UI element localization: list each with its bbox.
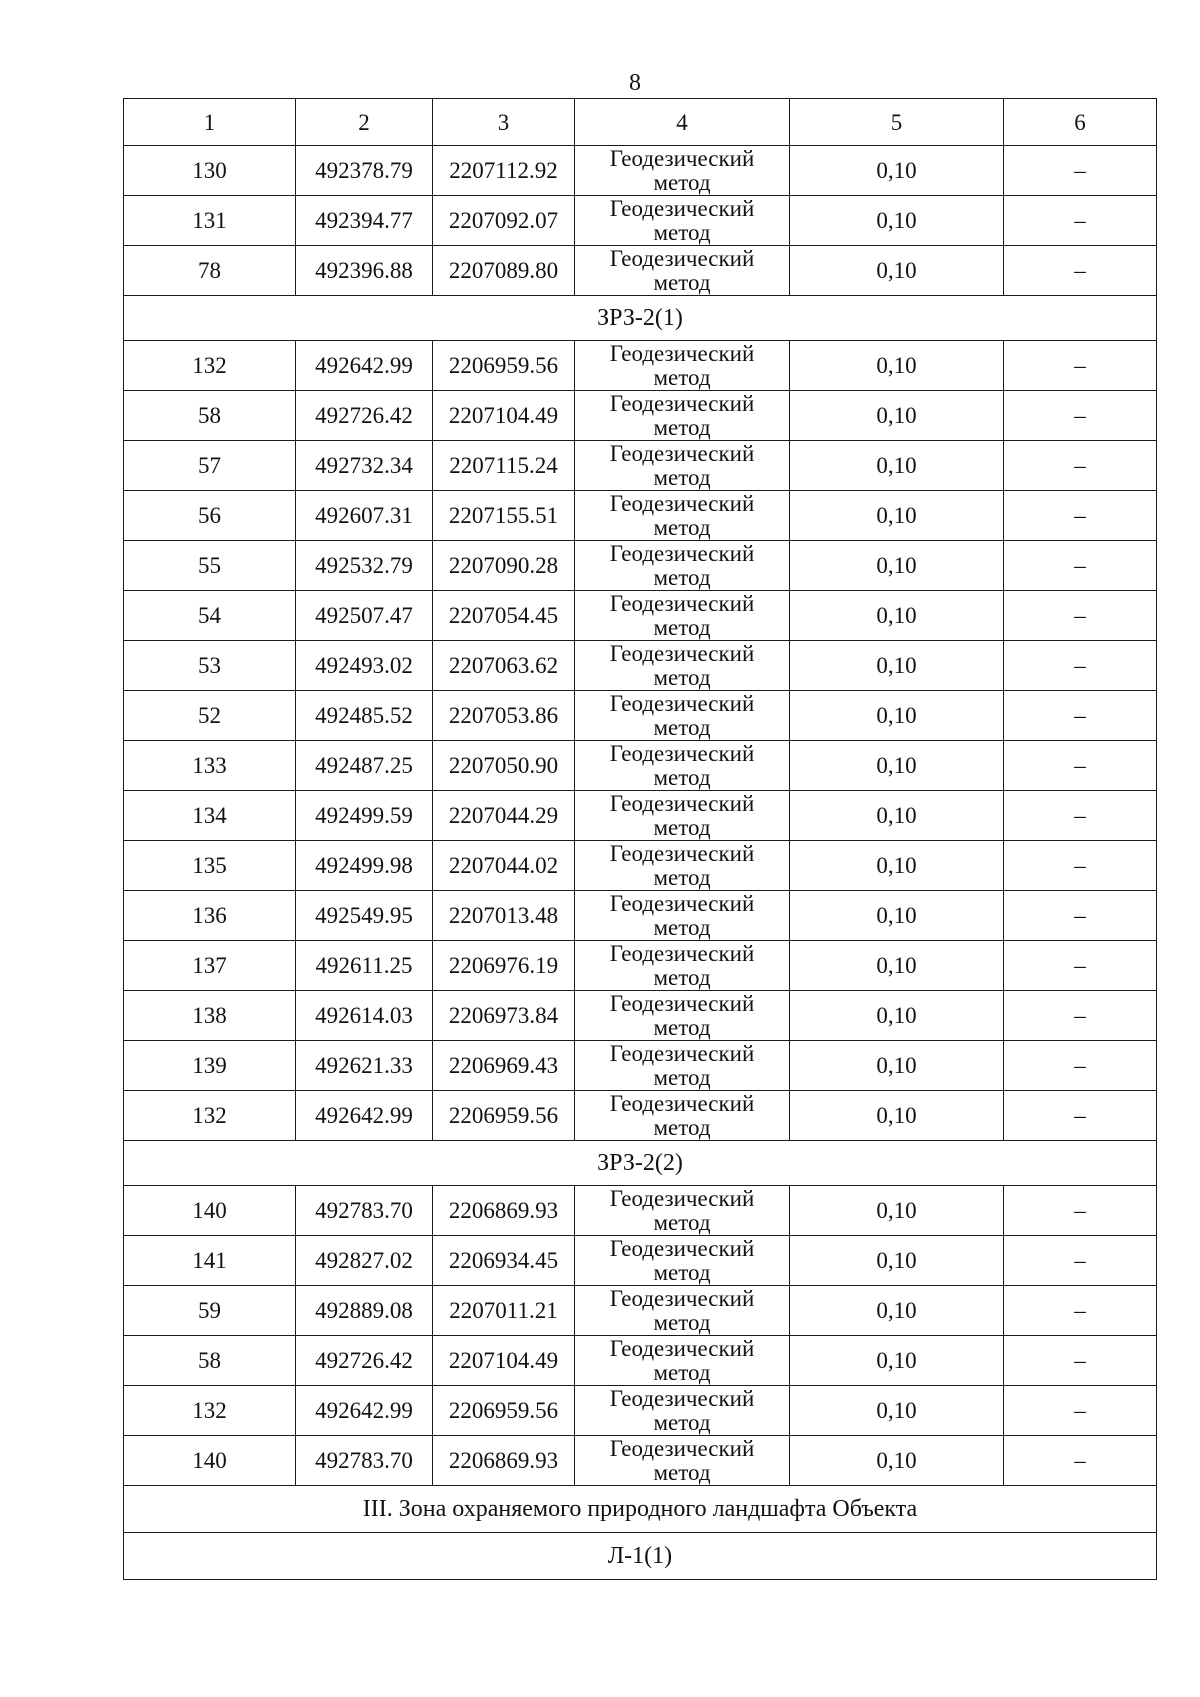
accuracy: 0,10 bbox=[790, 1436, 1004, 1486]
coord-x: 492611.25 bbox=[296, 941, 433, 991]
accuracy: 0,10 bbox=[790, 1091, 1004, 1141]
coord-y: 2206869.93 bbox=[433, 1186, 575, 1236]
coord-x: 492642.99 bbox=[296, 1386, 433, 1436]
table-row bbox=[124, 791, 1157, 841]
coord-x: 492532.79 bbox=[296, 541, 433, 591]
method-cell bbox=[575, 941, 790, 991]
method-line-2: метод bbox=[653, 1359, 711, 1385]
method-cell bbox=[575, 891, 790, 941]
point-number: 58 bbox=[124, 1336, 296, 1386]
dash-cell: – bbox=[1004, 941, 1157, 991]
method-line-1: Геодезический bbox=[609, 245, 755, 271]
table-row bbox=[124, 246, 1157, 296]
dash-cell: – bbox=[1004, 341, 1157, 391]
coord-x: 492889.08 bbox=[296, 1286, 433, 1336]
coord-x: 492499.98 bbox=[296, 841, 433, 891]
coord-y: 2206969.43 bbox=[433, 1041, 575, 1091]
accuracy: 0,10 bbox=[790, 491, 1004, 541]
coord-y: 2207115.24 bbox=[433, 441, 575, 491]
dash-cell: – bbox=[1004, 391, 1157, 441]
method-line-2: метод bbox=[653, 219, 711, 245]
coord-y: 2207044.02 bbox=[433, 841, 575, 891]
dash-cell: – bbox=[1004, 1186, 1157, 1236]
dash-cell: – bbox=[1004, 246, 1157, 296]
coord-y: 2206959.56 bbox=[433, 341, 575, 391]
coord-x: 492642.99 bbox=[296, 1091, 433, 1141]
method-line-1: Геодезический bbox=[609, 390, 755, 416]
point-number: 132 bbox=[124, 1091, 296, 1141]
point-number: 133 bbox=[124, 741, 296, 791]
header-row bbox=[124, 99, 1157, 146]
point-number: 52 bbox=[124, 691, 296, 741]
method-line-2: метод bbox=[653, 914, 711, 940]
method-cell bbox=[575, 1386, 790, 1436]
accuracy: 0,10 bbox=[790, 1041, 1004, 1091]
zone-heading: III. Зона охраняемого природного ландшафта Объекта bbox=[124, 1486, 1157, 1533]
accuracy: 0,10 bbox=[790, 441, 1004, 491]
zone-subheading-row bbox=[124, 1533, 1157, 1580]
accuracy: 0,10 bbox=[790, 991, 1004, 1041]
method-cell bbox=[575, 1041, 790, 1091]
point-number: 59 bbox=[124, 1286, 296, 1336]
dash-cell: – bbox=[1004, 196, 1157, 246]
table-row bbox=[124, 641, 1157, 691]
accuracy: 0,10 bbox=[790, 841, 1004, 891]
section-title-row bbox=[124, 296, 1157, 341]
coord-y: 2207112.92 bbox=[433, 146, 575, 196]
coord-x: 492396.88 bbox=[296, 246, 433, 296]
coord-x: 492378.79 bbox=[296, 146, 433, 196]
table-row bbox=[124, 196, 1157, 246]
method-line-1: Геодезический bbox=[609, 940, 755, 966]
method-line-1: Геодезический bbox=[609, 1185, 755, 1211]
table-row bbox=[124, 341, 1157, 391]
method-line-1: Геодезический bbox=[609, 195, 755, 221]
section-title-row bbox=[124, 1141, 1157, 1186]
point-number: 141 bbox=[124, 1236, 296, 1286]
table-row bbox=[124, 891, 1157, 941]
point-number: 140 bbox=[124, 1436, 296, 1486]
zone-heading-row bbox=[124, 1486, 1157, 1533]
table-row bbox=[124, 146, 1157, 196]
header-cell-6: 6 bbox=[1004, 99, 1157, 146]
header-cell-3: 3 bbox=[433, 99, 575, 146]
method-cell bbox=[575, 641, 790, 691]
coord-x: 492549.95 bbox=[296, 891, 433, 941]
dash-cell: – bbox=[1004, 891, 1157, 941]
dash-cell: – bbox=[1004, 1236, 1157, 1286]
method-line-2: метод bbox=[653, 614, 711, 640]
method-line-2: метод bbox=[653, 1064, 711, 1090]
method-line-1: Геодезический bbox=[609, 340, 755, 366]
method-cell bbox=[575, 1336, 790, 1386]
method-line-1: Геодезический bbox=[609, 690, 755, 716]
method-cell bbox=[575, 591, 790, 641]
point-number: 55 bbox=[124, 541, 296, 591]
table-row bbox=[124, 1186, 1157, 1236]
table-row bbox=[124, 541, 1157, 591]
method-cell bbox=[575, 1236, 790, 1286]
dash-cell: – bbox=[1004, 641, 1157, 691]
page-number: 8 bbox=[629, 70, 641, 96]
coord-x: 492493.02 bbox=[296, 641, 433, 691]
method-cell bbox=[575, 391, 790, 441]
method-line-2: метод bbox=[653, 364, 711, 390]
point-number: 54 bbox=[124, 591, 296, 641]
dash-cell: – bbox=[1004, 991, 1157, 1041]
point-number: 56 bbox=[124, 491, 296, 541]
method-cell bbox=[575, 991, 790, 1041]
coord-x: 492783.70 bbox=[296, 1186, 433, 1236]
method-cell bbox=[575, 246, 790, 296]
table-row bbox=[124, 1041, 1157, 1091]
method-cell bbox=[575, 741, 790, 791]
method-line-1: Геодезический bbox=[609, 590, 755, 616]
coord-x: 492621.33 bbox=[296, 1041, 433, 1091]
dash-cell: – bbox=[1004, 1386, 1157, 1436]
table-row bbox=[124, 1091, 1157, 1141]
accuracy: 0,10 bbox=[790, 691, 1004, 741]
point-number: 78 bbox=[124, 246, 296, 296]
coord-x: 492507.47 bbox=[296, 591, 433, 641]
method-cell bbox=[575, 1436, 790, 1486]
method-line-1: Геодезический bbox=[609, 790, 755, 816]
accuracy: 0,10 bbox=[790, 1386, 1004, 1436]
method-line-2: метод bbox=[653, 414, 711, 440]
method-line-2: метод bbox=[653, 514, 711, 540]
point-number: 132 bbox=[124, 341, 296, 391]
accuracy: 0,10 bbox=[790, 641, 1004, 691]
coord-y: 2206976.19 bbox=[433, 941, 575, 991]
coord-y: 2207089.80 bbox=[433, 246, 575, 296]
accuracy: 0,10 bbox=[790, 196, 1004, 246]
dash-cell: – bbox=[1004, 1436, 1157, 1486]
method-line-2: метод bbox=[653, 1209, 711, 1235]
method-line-1: Геодезический bbox=[609, 1285, 755, 1311]
dash-cell: – bbox=[1004, 441, 1157, 491]
method-line-2: метод bbox=[653, 1259, 711, 1285]
method-line-1: Геодезический bbox=[609, 740, 755, 766]
table-row bbox=[124, 991, 1157, 1041]
point-number: 58 bbox=[124, 391, 296, 441]
coord-y: 2207104.49 bbox=[433, 391, 575, 441]
coord-y: 2207011.21 bbox=[433, 1286, 575, 1336]
dash-cell: – bbox=[1004, 1041, 1157, 1091]
dash-cell: – bbox=[1004, 691, 1157, 741]
method-line-2: метод bbox=[653, 269, 711, 295]
method-line-1: Геодезический bbox=[609, 490, 755, 516]
method-cell bbox=[575, 1091, 790, 1141]
coord-x: 492485.52 bbox=[296, 691, 433, 741]
method-cell bbox=[575, 541, 790, 591]
coord-x: 492394.77 bbox=[296, 196, 433, 246]
table-row bbox=[124, 691, 1157, 741]
accuracy: 0,10 bbox=[790, 941, 1004, 991]
method-line-2: метод bbox=[653, 169, 711, 195]
coord-x: 492726.42 bbox=[296, 1336, 433, 1386]
coord-y: 2207053.86 bbox=[433, 691, 575, 741]
point-number: 132 bbox=[124, 1386, 296, 1436]
point-number: 53 bbox=[124, 641, 296, 691]
coord-x: 492732.34 bbox=[296, 441, 433, 491]
dash-cell: – bbox=[1004, 1286, 1157, 1336]
point-number: 140 bbox=[124, 1186, 296, 1236]
coord-x: 492783.70 bbox=[296, 1436, 433, 1486]
point-number: 134 bbox=[124, 791, 296, 841]
method-cell bbox=[575, 1186, 790, 1236]
method-line-2: метод bbox=[653, 1114, 711, 1140]
accuracy: 0,10 bbox=[790, 1186, 1004, 1236]
method-line-1: Геодезический bbox=[609, 1335, 755, 1361]
method-line-2: метод bbox=[653, 1309, 711, 1335]
accuracy: 0,10 bbox=[790, 246, 1004, 296]
point-number: 137 bbox=[124, 941, 296, 991]
accuracy: 0,10 bbox=[790, 741, 1004, 791]
table-row bbox=[124, 841, 1157, 891]
point-number: 138 bbox=[124, 991, 296, 1041]
method-cell bbox=[575, 441, 790, 491]
method-cell bbox=[575, 341, 790, 391]
accuracy: 0,10 bbox=[790, 541, 1004, 591]
coord-x: 492726.42 bbox=[296, 391, 433, 441]
coord-y: 2207054.45 bbox=[433, 591, 575, 641]
dash-cell: – bbox=[1004, 491, 1157, 541]
dash-cell: – bbox=[1004, 791, 1157, 841]
section-title: ЗРЗ-2(2) bbox=[124, 1141, 1157, 1186]
coord-y: 2207155.51 bbox=[433, 491, 575, 541]
method-line-1: Геодезический bbox=[609, 1090, 755, 1116]
table-row bbox=[124, 591, 1157, 641]
coordinates-table bbox=[123, 98, 1157, 1580]
point-number: 57 bbox=[124, 441, 296, 491]
accuracy: 0,10 bbox=[790, 1336, 1004, 1386]
accuracy: 0,10 bbox=[790, 1236, 1004, 1286]
coord-y: 2206959.56 bbox=[433, 1386, 575, 1436]
method-line-2: метод bbox=[653, 814, 711, 840]
method-line-1: Геодезический bbox=[609, 145, 755, 171]
method-cell bbox=[575, 491, 790, 541]
method-line-2: метод bbox=[653, 1014, 711, 1040]
method-line-1: Геодезический bbox=[609, 640, 755, 666]
coord-y: 2207013.48 bbox=[433, 891, 575, 941]
coord-y: 2207092.07 bbox=[433, 196, 575, 246]
accuracy: 0,10 bbox=[790, 1286, 1004, 1336]
coord-y: 2206869.93 bbox=[433, 1436, 575, 1486]
coord-x: 492642.99 bbox=[296, 341, 433, 391]
method-line-1: Геодезический bbox=[609, 1435, 755, 1461]
table-row bbox=[124, 1386, 1157, 1436]
method-line-2: метод bbox=[653, 664, 711, 690]
method-cell bbox=[575, 691, 790, 741]
coord-y: 2207044.29 bbox=[433, 791, 575, 841]
coord-x: 492827.02 bbox=[296, 1236, 433, 1286]
header-cell-1: 1 bbox=[124, 99, 296, 146]
header-cell-5: 5 bbox=[790, 99, 1004, 146]
point-number: 130 bbox=[124, 146, 296, 196]
method-line-1: Геодезический bbox=[609, 540, 755, 566]
header-cell-4: 4 bbox=[575, 99, 790, 146]
table-row bbox=[124, 1336, 1157, 1386]
accuracy: 0,10 bbox=[790, 391, 1004, 441]
dash-cell: – bbox=[1004, 1336, 1157, 1386]
accuracy: 0,10 bbox=[790, 341, 1004, 391]
dash-cell: – bbox=[1004, 541, 1157, 591]
accuracy: 0,10 bbox=[790, 891, 1004, 941]
table-row bbox=[124, 1436, 1157, 1486]
point-number: 139 bbox=[124, 1041, 296, 1091]
dash-cell: – bbox=[1004, 841, 1157, 891]
method-cell bbox=[575, 196, 790, 246]
method-line-1: Геодезический bbox=[609, 1235, 755, 1261]
method-cell bbox=[575, 1286, 790, 1336]
table-row bbox=[124, 741, 1157, 791]
coord-y: 2207104.49 bbox=[433, 1336, 575, 1386]
coord-y: 2207050.90 bbox=[433, 741, 575, 791]
method-line-1: Геодезический bbox=[609, 440, 755, 466]
method-cell bbox=[575, 791, 790, 841]
method-line-2: метод bbox=[653, 564, 711, 590]
dash-cell: – bbox=[1004, 741, 1157, 791]
table-row bbox=[124, 391, 1157, 441]
method-line-2: метод bbox=[653, 864, 711, 890]
dash-cell: – bbox=[1004, 1091, 1157, 1141]
method-line-2: метод bbox=[653, 764, 711, 790]
zone-subheading: Л-1(1) bbox=[124, 1533, 1157, 1580]
table-row bbox=[124, 1236, 1157, 1286]
accuracy: 0,10 bbox=[790, 146, 1004, 196]
coord-x: 492499.59 bbox=[296, 791, 433, 841]
accuracy: 0,10 bbox=[790, 591, 1004, 641]
method-line-1: Геодезический bbox=[609, 1040, 755, 1066]
accuracy: 0,10 bbox=[790, 791, 1004, 841]
coord-x: 492614.03 bbox=[296, 991, 433, 1041]
dash-cell: – bbox=[1004, 146, 1157, 196]
coord-y: 2207090.28 bbox=[433, 541, 575, 591]
table-row bbox=[124, 941, 1157, 991]
method-line-2: метод bbox=[653, 464, 711, 490]
method-line-1: Геодезический bbox=[609, 890, 755, 916]
method-line-2: метод bbox=[653, 1409, 711, 1435]
coord-y: 2206959.56 bbox=[433, 1091, 575, 1141]
table-row bbox=[124, 491, 1157, 541]
method-line-1: Геодезический bbox=[609, 1385, 755, 1411]
method-cell bbox=[575, 146, 790, 196]
method-line-2: метод bbox=[653, 714, 711, 740]
method-line-1: Геодезический bbox=[609, 840, 755, 866]
coord-y: 2207063.62 bbox=[433, 641, 575, 691]
point-number: 136 bbox=[124, 891, 296, 941]
dash-cell: – bbox=[1004, 591, 1157, 641]
header-cell-2: 2 bbox=[296, 99, 433, 146]
point-number: 135 bbox=[124, 841, 296, 891]
coord-y: 2206934.45 bbox=[433, 1236, 575, 1286]
coord-x: 492487.25 bbox=[296, 741, 433, 791]
coord-y: 2206973.84 bbox=[433, 991, 575, 1041]
method-cell bbox=[575, 841, 790, 891]
section-title: ЗРЗ-2(1) bbox=[124, 296, 1157, 341]
table-row bbox=[124, 1286, 1157, 1336]
method-line-1: Геодезический bbox=[609, 990, 755, 1016]
coord-x: 492607.31 bbox=[296, 491, 433, 541]
point-number: 131 bbox=[124, 196, 296, 246]
method-line-2: метод bbox=[653, 1459, 711, 1485]
method-line-2: метод bbox=[653, 964, 711, 990]
table-row bbox=[124, 441, 1157, 491]
